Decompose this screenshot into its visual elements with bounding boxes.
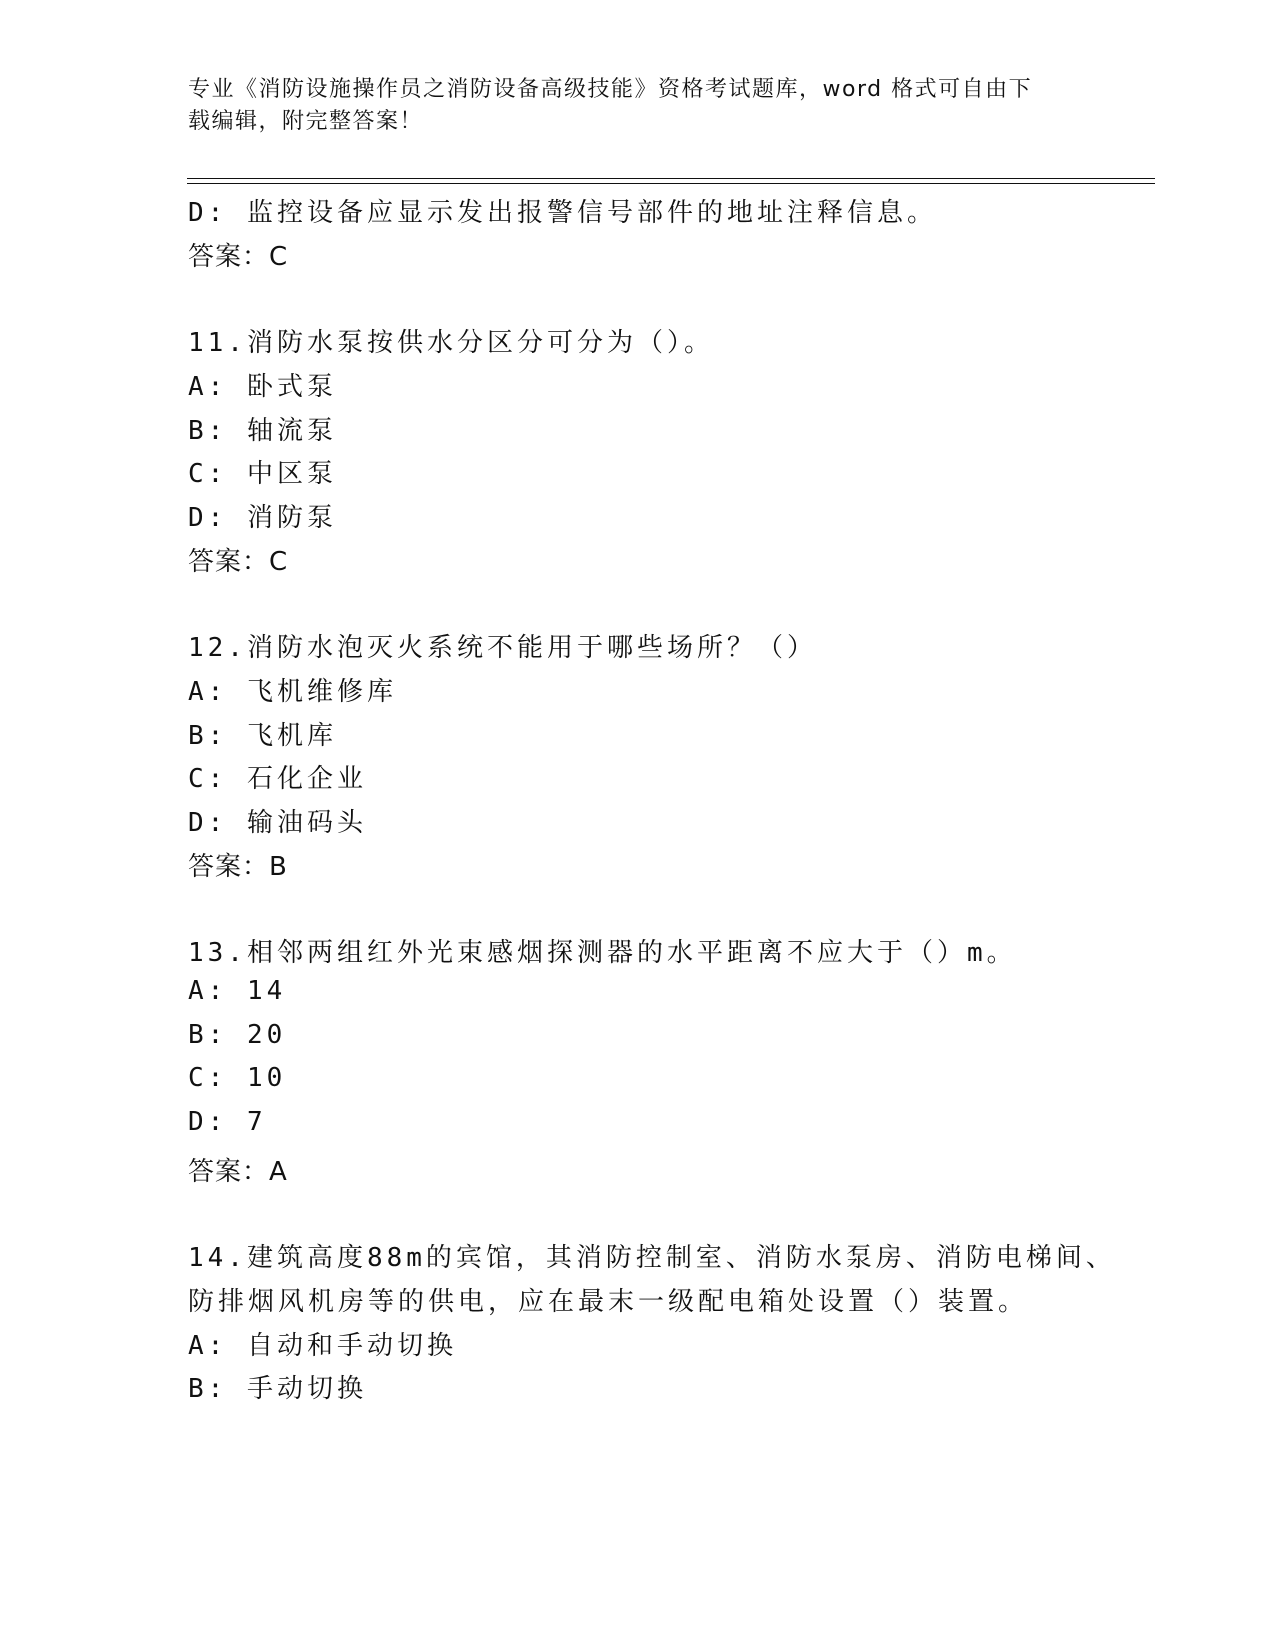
q11-option-d: D: 消防泵: [188, 503, 337, 533]
prev-answer: 答案：C: [188, 242, 289, 272]
header-divider-bottom: [187, 183, 1155, 184]
q12-answer: 答案：B: [188, 852, 288, 882]
q14-option-b: B: 手动切换: [188, 1374, 367, 1404]
document-header: [188, 74, 1068, 138]
q13-option-b: B: 20: [188, 1020, 287, 1050]
q11-option-b: B: 轴流泵: [188, 416, 337, 446]
q11-option-a: A: 卧式泵: [188, 372, 337, 402]
q12-option-a: A: 飞机维修库: [188, 677, 397, 707]
q11-answer: 答案：C: [188, 547, 289, 577]
q12-option-b: B: 飞机库: [188, 721, 337, 751]
question-13: 13.相邻两组红外光束感烟探测器的水平距离不应大于（）m。: [188, 938, 1017, 968]
q11-option-c: C: 中区泵: [188, 459, 337, 489]
header-line-2: 载编辑，附完整答案！: [188, 109, 424, 134]
q13-option-a: A: 14: [188, 976, 287, 1006]
question-14-line-1: 14.建筑高度88m的宾馆，其消防控制室、消防水泵房、消防电梯间、: [188, 1243, 1116, 1273]
prev-option-d: D: 监控设备应显示发出报警信号部件的地址注释信息。: [188, 198, 937, 228]
q12-option-c: C: 石化企业: [188, 764, 367, 794]
question-14-line-2: 防排烟风机房等的供电，应在最末一级配电箱处设置（）装置。: [188, 1287, 1029, 1317]
header-divider-top: [187, 178, 1155, 179]
q12-option-d: D: 输油码头: [188, 808, 367, 838]
q13-answer: 答案：A: [188, 1157, 288, 1187]
header-line-1: 专业《消防设施操作员之消防设备高级技能》资格考试题库，word 格式可自由下: [188, 77, 1033, 102]
question-12: 12.消防水泡灭火系统不能用于哪些场所？（）: [188, 633, 817, 663]
q14-option-a: A: 自动和手动切换: [188, 1331, 457, 1361]
question-11: 11.消防水泵按供水分区分可分为（）。: [188, 328, 714, 358]
q13-option-c: C: 10: [188, 1063, 287, 1093]
q13-option-d: D: 7: [188, 1107, 267, 1137]
